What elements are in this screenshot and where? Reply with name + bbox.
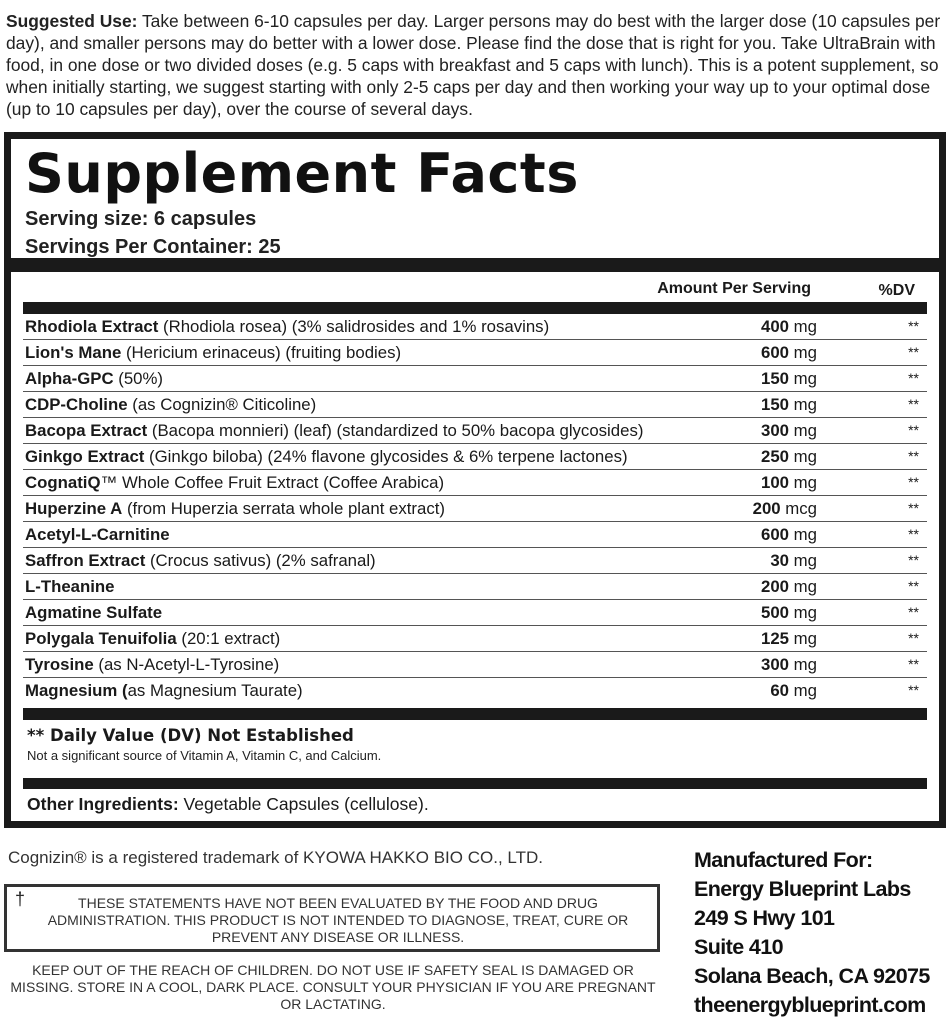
ingredient-name — [25, 392, 316, 418]
ingredient-name — [25, 600, 162, 626]
column-header — [11, 272, 939, 302]
manufacturer-block — [694, 846, 950, 1020]
fda-disclaimer-box — [4, 884, 660, 952]
manufacturer-city: Solana Beach, CA 92075 — [694, 964, 930, 988]
dagger-symbol: † — [15, 889, 26, 909]
ingredient-row — [23, 444, 927, 470]
ingredient-detail: (Bacopa monnieri) (leaf) (standardized to 50% bacopa glycosides) — [147, 421, 644, 440]
ingredient-name-bold: Magnesium ( — [25, 681, 128, 700]
ingredient-detail: (as Cognizin® Citicoline) — [127, 395, 317, 414]
ingredient-name-bold: Tyrosine — [25, 655, 94, 674]
ingredient-row — [23, 366, 927, 392]
ingredient-unit: mg — [789, 343, 817, 362]
ingredient-qty: 200 — [761, 577, 790, 596]
ingredient-name — [25, 548, 376, 574]
ingredient-name-bold: Ginkgo Extract — [25, 447, 145, 466]
ingredient-dv: ** — [908, 552, 919, 568]
ingredient-amount — [753, 496, 817, 522]
ingredient-qty: 400 — [761, 317, 790, 336]
ingredient-name-bold: L-Theanine — [25, 577, 115, 596]
amount-header: Amount Per Serving — [657, 280, 811, 297]
ingredient-detail: (Hericium erinaceus) (fruiting bodies) — [121, 343, 402, 362]
ingredient-qty: 600 — [761, 525, 790, 544]
ingredient-row — [23, 652, 927, 678]
ingredient-detail: (from Huperzia serrata whole plant extract) — [122, 499, 445, 518]
ingredient-amount — [761, 366, 817, 392]
suggested-use — [6, 10, 946, 120]
ingredient-qty: 250 — [761, 447, 790, 466]
ingredient-dv: ** — [908, 318, 919, 334]
supplement-facts-panel — [4, 132, 946, 828]
servings-per-container: Servings Per Container: 25 — [25, 236, 281, 258]
trademark-notice: Cognizin® is a registered trademark of KYOWA HAKKO BIO CO., LTD. — [8, 848, 543, 867]
ingredient-unit: mg — [789, 525, 817, 544]
ingredient-detail: (50%) — [113, 369, 164, 388]
ingredient-qty: 100 — [761, 473, 790, 492]
ingredient-unit: mg — [789, 447, 817, 466]
ingredient-detail: (Rhodiola rosea) (3% salidrosides and 1% rosavins) — [158, 317, 550, 336]
ingredient-amount — [761, 574, 817, 600]
facts-title: Supplement Facts — [25, 142, 579, 205]
ingredient-row — [23, 600, 927, 626]
ingredient-qty: 30 — [770, 551, 790, 570]
divider-medium — [23, 302, 927, 314]
dv-note — [23, 720, 927, 778]
ingredient-row — [23, 392, 927, 418]
ingredient-detail: (Crocus sativus) (2% safranal) — [145, 551, 376, 570]
ingredient-name-bold: Huperzine A — [25, 499, 123, 518]
dv-header: %DV — [878, 282, 915, 299]
divider-other — [23, 778, 927, 789]
ingredient-name — [25, 626, 280, 652]
ingredient-name-bold: Saffron Extract — [25, 551, 146, 570]
ingredient-dv: ** — [908, 630, 919, 646]
divider-medium-bottom — [23, 708, 927, 720]
ingredient-dv: ** — [908, 604, 919, 620]
ingredient-table — [23, 314, 927, 704]
ingredient-name — [25, 678, 303, 704]
ingredient-qty: 125 — [761, 629, 790, 648]
ingredient-qty: 600 — [761, 343, 790, 362]
ingredient-dv: ** — [908, 526, 919, 542]
ingredient-name-bold: Alpha-GPC — [25, 369, 114, 388]
ingredient-unit: mg — [789, 577, 817, 596]
ingredient-amount — [761, 626, 817, 652]
ingredient-name — [25, 444, 628, 470]
suggested-use-label: Suggested Use: — [6, 11, 138, 31]
ingredient-qty: 200 — [752, 499, 781, 518]
ingredient-dv: ** — [908, 474, 919, 490]
ingredient-name — [25, 366, 163, 392]
ingredient-detail: as Magnesium Taurate) — [127, 681, 303, 700]
ingredient-unit: mg — [789, 395, 817, 414]
ingredient-unit: mg — [789, 629, 817, 648]
ingredient-row — [23, 626, 927, 652]
other-ingredients-label: Other Ingredients: — [27, 794, 179, 814]
ingredient-unit: mg — [789, 681, 817, 700]
ingredient-dv: ** — [908, 500, 919, 516]
ingredient-dv: ** — [908, 344, 919, 360]
ingredient-amount — [761, 314, 817, 340]
ingredient-unit: mg — [789, 551, 817, 570]
ingredient-qty: 500 — [761, 603, 790, 622]
ingredient-name-bold: CognatiQ — [25, 473, 101, 492]
ingredient-name — [25, 574, 115, 600]
ingredient-row — [23, 548, 927, 574]
ingredient-qty: 300 — [761, 655, 790, 674]
ingredient-row — [23, 522, 927, 548]
ingredient-row — [23, 418, 927, 444]
ingredient-amount — [761, 600, 817, 626]
ingredient-qty: 60 — [770, 681, 790, 700]
ingredient-dv: ** — [908, 370, 919, 386]
ingredient-amount — [761, 418, 817, 444]
ingredient-row — [23, 496, 927, 522]
ingredient-row — [23, 574, 927, 600]
ingredient-name-bold: Bacopa Extract — [25, 421, 148, 440]
ingredient-amount — [770, 548, 817, 574]
ingredient-unit: mcg — [780, 499, 817, 518]
ingredient-dv: ** — [908, 422, 919, 438]
ingredient-row — [23, 314, 927, 340]
ingredient-amount — [761, 652, 817, 678]
ingredient-amount — [761, 522, 817, 548]
ingredient-dv: ** — [908, 578, 919, 594]
ingredient-row — [23, 678, 927, 704]
ingredient-name-bold: Rhodiola Extract — [25, 317, 159, 336]
ingredient-unit: mg — [789, 655, 817, 674]
ingredient-name-bold: Lion's Mane — [25, 343, 122, 362]
manufacturer-street: 249 S Hwy 101 — [694, 906, 835, 930]
ingredient-name — [25, 314, 549, 340]
ingredient-amount — [761, 470, 817, 496]
manufacturer-heading: Manufactured For: — [694, 848, 873, 872]
manufacturer-name: Energy Blueprint Labs — [694, 877, 911, 901]
manufacturer-website: theenergyblueprint.com — [694, 993, 926, 1017]
ingredient-name — [25, 470, 444, 496]
dv-note-sub: Not a significant source of Vitamin A, Vitamin C, and Calcium. — [27, 748, 382, 763]
ingredient-dv: ** — [908, 448, 919, 464]
ingredient-amount — [770, 678, 817, 704]
ingredient-name-bold: Agmatine Sulfate — [25, 603, 163, 622]
ingredient-name-bold: CDP-Choline — [25, 395, 128, 414]
ingredient-qty: 300 — [761, 421, 790, 440]
ingredient-name — [25, 522, 170, 548]
ingredient-unit: mg — [789, 473, 817, 492]
ingredient-name — [25, 340, 401, 366]
dv-note-title: ** Daily Value (DV) Not Established — [27, 726, 354, 745]
fda-disclaimer-text: THESE STATEMENTS HAVE NOT BEEN EVALUATED BY THE FOOD AND DRUG ADMINISTRATION. THIS PRODUCT IS NOT INTENDED TO DIAGNOSE, TREAT, CURE OR PREVENT ANY DISEASE OR ILLNESS. — [47, 895, 629, 945]
ingredient-dv: ** — [908, 396, 919, 412]
ingredient-detail: (20:1 extract) — [176, 629, 281, 648]
other-ingredients-text: Vegetable Capsules (cellulose). — [178, 794, 429, 814]
safety-warning: KEEP OUT OF THE REACH OF CHILDREN. DO NOT USE IF SAFETY SEAL IS DAMAGED OR MISSING. STORE IN A COOL, DARK PLACE. CONSULT YOUR PHYSICIAN IF YOU ARE PREGNANT OR LACTATING. — [10, 962, 656, 1012]
ingredient-qty: 150 — [761, 369, 790, 388]
ingredient-unit: mg — [789, 421, 817, 440]
manufacturer-suite: Suite 410 — [694, 935, 784, 959]
ingredient-detail: (as N-Acetyl-L-Tyrosine) — [93, 655, 280, 674]
ingredient-unit: mg — [789, 603, 817, 622]
ingredient-name — [25, 418, 643, 444]
ingredient-name-bold: Polygala Tenuifolia — [25, 629, 177, 648]
ingredient-detail: ™ Whole Coffee Fruit Extract (Coffee Arabica) — [100, 473, 445, 492]
ingredient-detail: (Ginkgo biloba) (24% flavone glycosides & 6% terpene lactones) — [144, 447, 628, 466]
ingredient-row — [23, 340, 927, 366]
suggested-use-text: Take between 6-10 capsules per day. Larger persons may do best with the larger dose (10 capsules per day), and smaller persons may do better with a lower dose. Please find the dose that is right for you. Take UltraBrain with food, in one dose or two divided doses (e.g. 5 caps with breakfast and 5 caps with lunch). This is a potent supplement, so when initially starting, we suggest starting with only 2-5 caps per day and then working your way up to your optimal dose (up to 10 capsules per day), over the course of several days. — [6, 11, 941, 119]
ingredient-amount — [761, 340, 817, 366]
ingredient-unit: mg — [789, 317, 817, 336]
ingredient-name — [25, 652, 279, 678]
ingredient-dv: ** — [908, 656, 919, 672]
ingredient-dv: ** — [908, 682, 919, 698]
serving-size: Serving size: 6 capsules — [25, 208, 257, 230]
ingredient-name-bold: Acetyl-L-Carnitine — [25, 525, 170, 544]
ingredient-name — [25, 496, 445, 522]
ingredient-amount — [761, 444, 817, 470]
other-ingredients — [23, 789, 927, 819]
facts-header — [11, 139, 939, 258]
ingredient-row — [23, 470, 927, 496]
ingredient-unit: mg — [789, 369, 817, 388]
ingredient-qty: 150 — [761, 395, 790, 414]
ingredient-amount — [761, 392, 817, 418]
